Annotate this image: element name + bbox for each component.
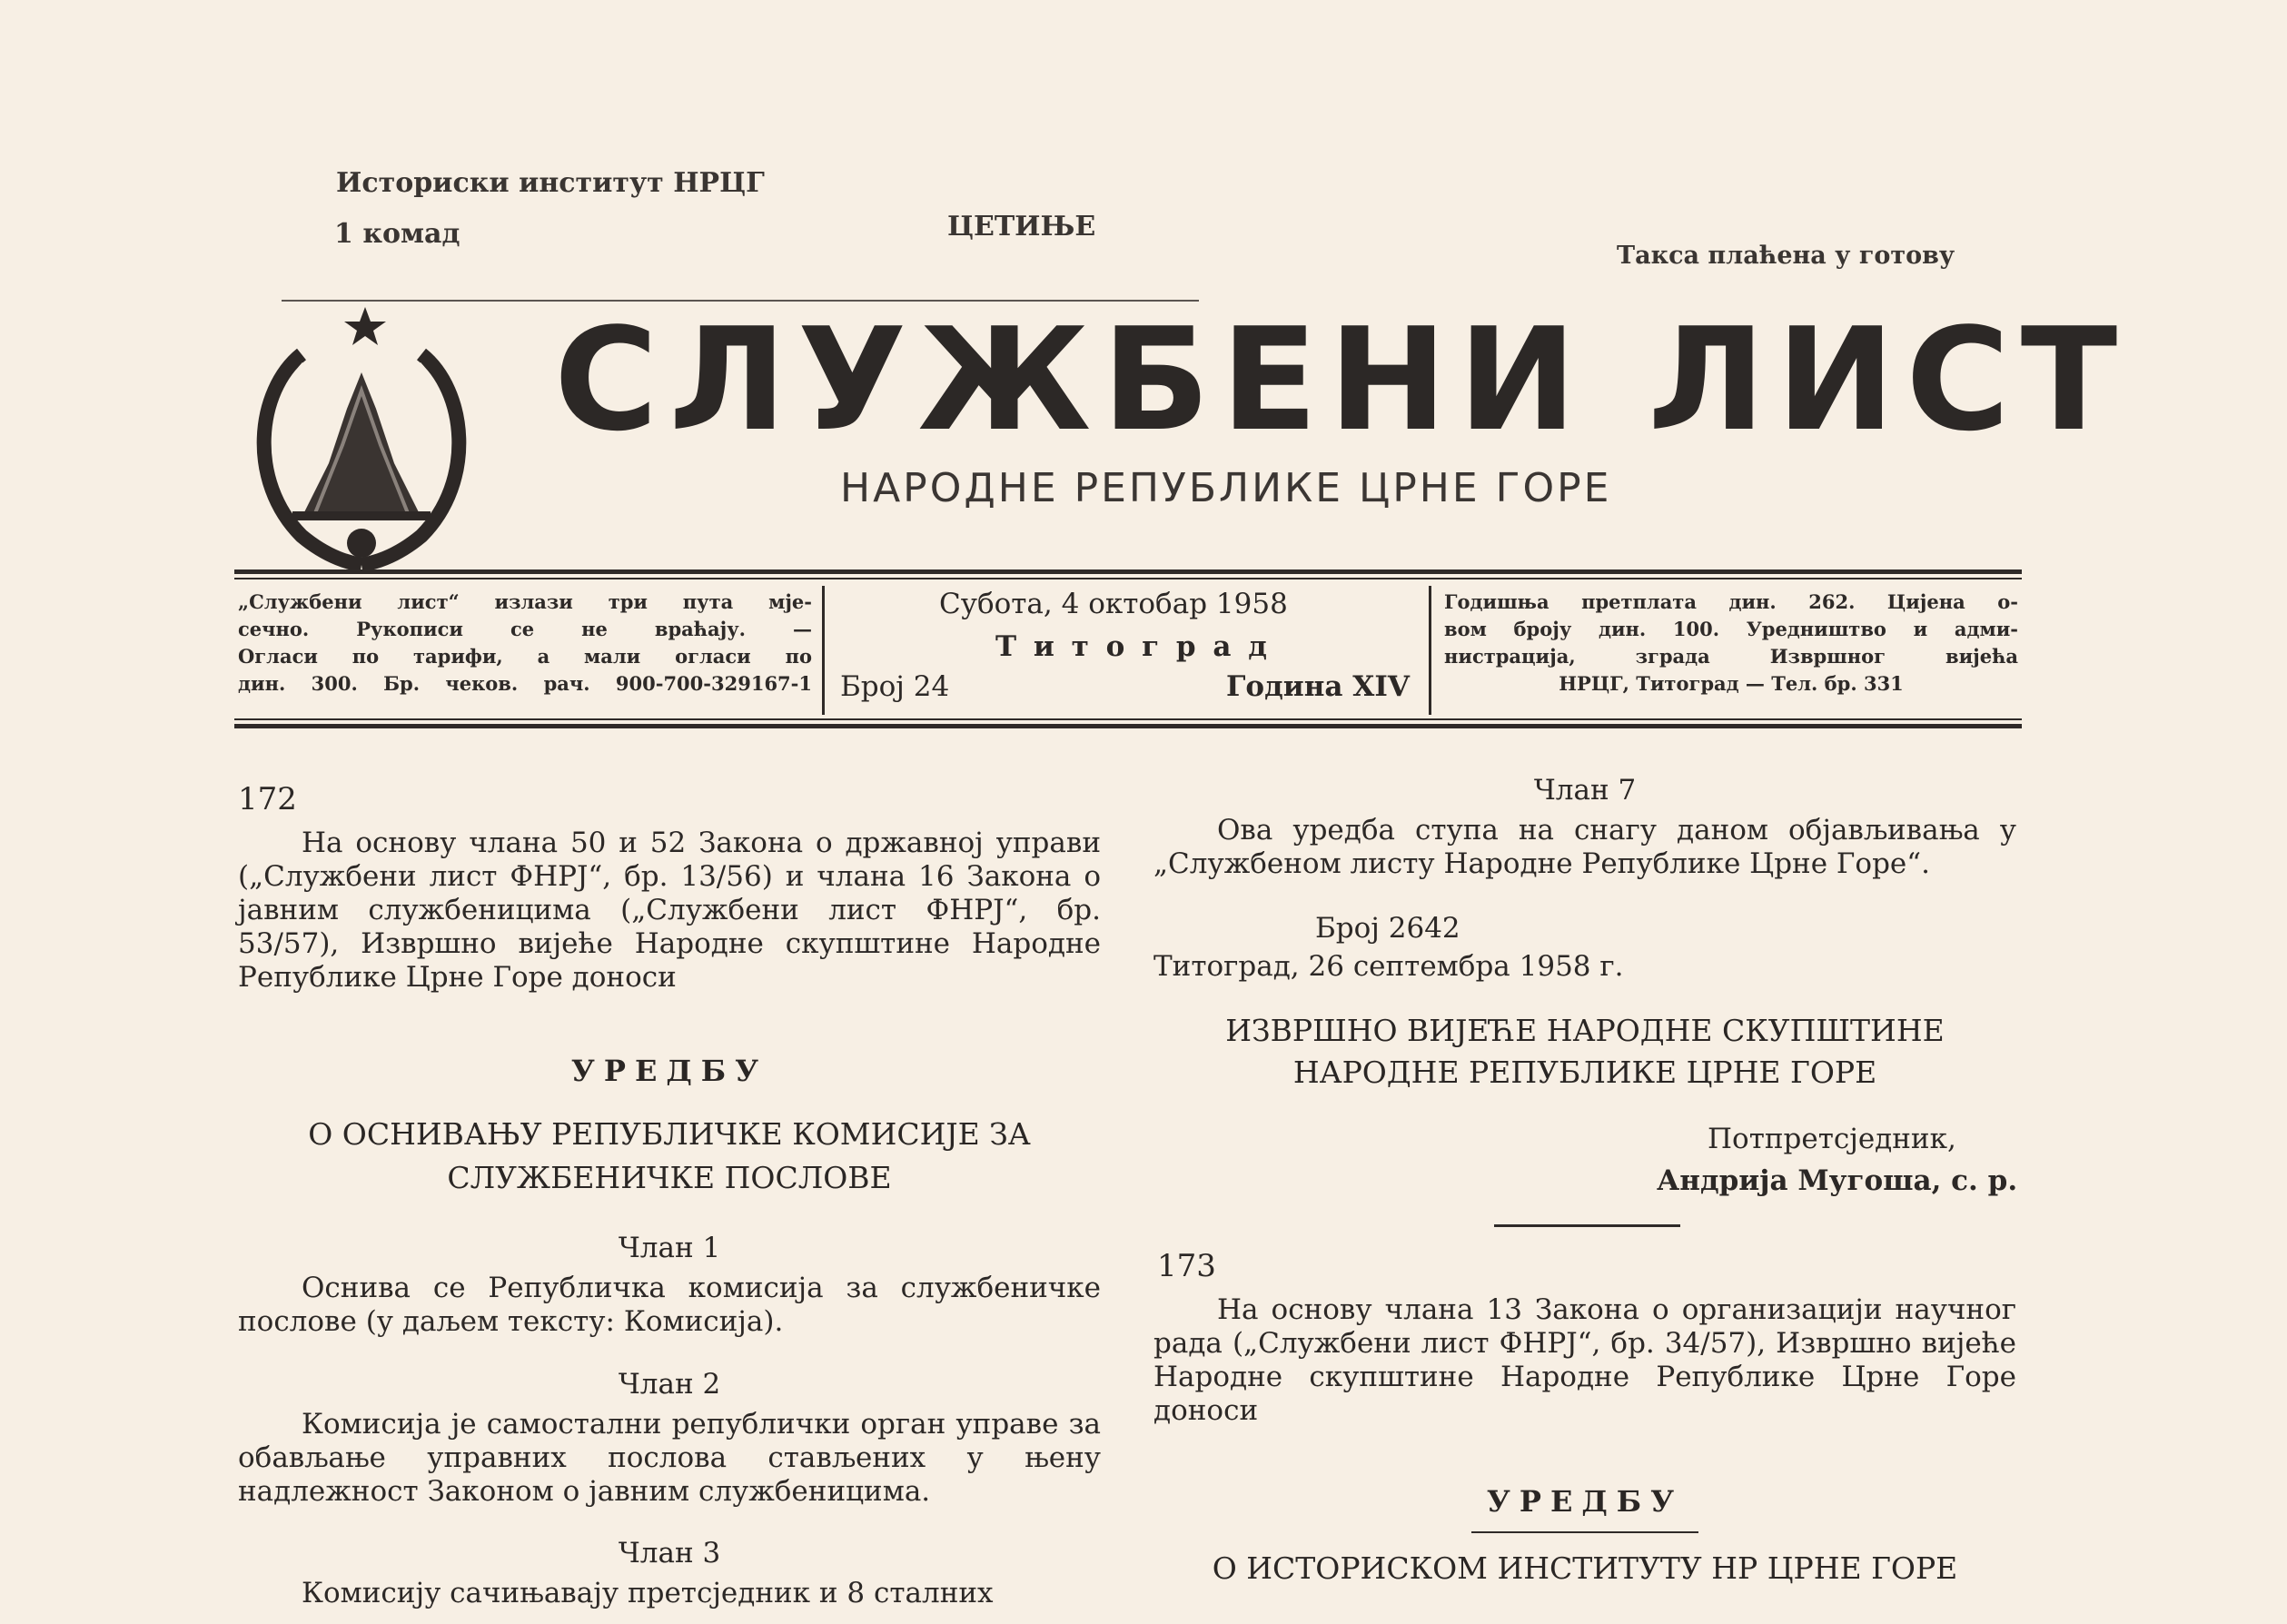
act-173-title: О ИСТОРИСКОМ ИНСТИТУТУ НР ЦРНЕ ГОРЕ: [1212, 1550, 1958, 1586]
issue-year: Година XIV: [1226, 670, 1410, 703]
info-line: вом броју дин. 100. Уредништво и адми-: [1444, 618, 2018, 640]
signatory-name: Андрија Мугоша, с. р.: [1657, 1164, 2018, 1197]
subscription-info: [1444, 589, 2018, 698]
article-1-label: Члан 1: [618, 1232, 721, 1264]
act-172-preamble: На основу члана 50 и 52 Закона о државној управи („Службени лист ФНРЈ“, бр. 13/56) и члана 16 Закона о јавним службеницима („Службени лист ФНРЈ“, бр. 53/57), Извршно вијеће Народне скупштине Народне Републике Црне Горе доноси: [238, 827, 1101, 994]
article-7-label: Члан 7: [1533, 774, 1637, 807]
decree-place-date: Титоград, 26 септембра 1958 г.: [1153, 950, 1624, 983]
info-line: НРЦГ, Титоград — Тел. бр. 331: [1559, 672, 1904, 695]
act-number-172: 172: [238, 781, 297, 817]
coat-of-arms-emblem: [238, 300, 485, 572]
masthead-subtitle: НАРОДНЕ РЕПУБЛИКЕ ЦРНЕ ГОРЕ: [840, 465, 1612, 511]
signatory-title: Потпретсједник,: [1708, 1123, 1956, 1155]
info-line: сечно. Рукописи се не враћају. —: [238, 618, 812, 640]
info-line: дин. 300. Бр. чеков. рач. 900-700-329167-1: [238, 672, 812, 695]
bottom-rule-thin: [234, 718, 2022, 720]
council-line1: ИЗВРШНО ВИЈЕЋЕ НАРОДНЕ СКУПШТИНЕ: [1225, 1013, 1945, 1048]
publication-info: [238, 589, 812, 698]
act-number-173: 173: [1157, 1248, 1216, 1284]
info-line: „Службени лист“ излази три пута мје-: [238, 590, 812, 613]
act-172-title-line1: О ОСНИВАЊУ РЕПУБЛИЧКЕ КОМИСИЈЕ ЗА: [308, 1116, 1031, 1152]
article-3-text: Комисију сачињавају претсједник и 8 сталних: [302, 1577, 994, 1609]
issue-number: Број 24: [840, 670, 950, 703]
article-7-text: Ова уредба ступа на снагу даном објављивања у „Службеном листу Народне Републике Црне Горе“.: [1153, 814, 2016, 880]
masthead-title: СЛУЖБЕНИ ЛИСТ: [554, 297, 2129, 462]
info-divider-right: [1429, 586, 1431, 715]
library-stamp: [282, 107, 1199, 302]
stamp-quantity: 1 комад: [334, 218, 460, 250]
article-2-text: Комисија је самостални републички орган управе за обављање управних послова стављених у њену надлежност Законом о јавним службеницима.: [238, 1408, 1101, 1508]
article-1-text: Оснива се Републичка комисија за службеничке послове (у даљем тексту: Комисија).: [238, 1272, 1101, 1338]
tax-paid-note: Такса плаћена у готову: [1617, 242, 1955, 270]
article-3-label: Члан 3: [618, 1537, 721, 1570]
info-line: нистрација, зграда Извршног вијећа: [1444, 645, 2018, 668]
act-172-title-line2: СЛУЖБЕНИЧКЕ ПОСЛОВЕ: [447, 1160, 892, 1195]
act-173-heading: УРЕДБУ: [1486, 1484, 1684, 1519]
act-173-preamble: На основу члана 13 Закона о организацији научног рада („Службени лист ФНРЈ“, бр. 34/57), Извршно вијеће Народне скупштине Народне Републике Црне Горе доноси: [1153, 1293, 2016, 1427]
issue-date: Субота, 4 октобар 1958: [939, 588, 1288, 620]
info-line: Годишња претплата дин. 262. Цијена о-: [1444, 590, 2018, 613]
council-line2: НАРОДНЕ РЕПУБЛИКЕ ЦРНЕ ГОРЕ: [1292, 1055, 1877, 1090]
info-line: Огласи по тарифи, а мали огласи по: [238, 645, 812, 668]
act-172-heading: УРЕДБУ: [570, 1054, 768, 1088]
stamp-city: ЦЕТИЊЕ: [947, 211, 1096, 243]
bottom-rule: [234, 724, 2022, 728]
decree-number: Број 2642: [1315, 912, 1460, 945]
section-separator: [1494, 1224, 1680, 1227]
top-rule-thin: [234, 578, 2022, 579]
heading-underline: [1471, 1531, 1698, 1533]
top-rule: [234, 569, 2022, 574]
info-divider-left: [822, 586, 825, 715]
issue-city: Т и т о г р а д: [995, 630, 1271, 663]
stamp-institute: Историски институт НРЦГ: [336, 167, 765, 199]
article-2-label: Члан 2: [618, 1368, 721, 1401]
